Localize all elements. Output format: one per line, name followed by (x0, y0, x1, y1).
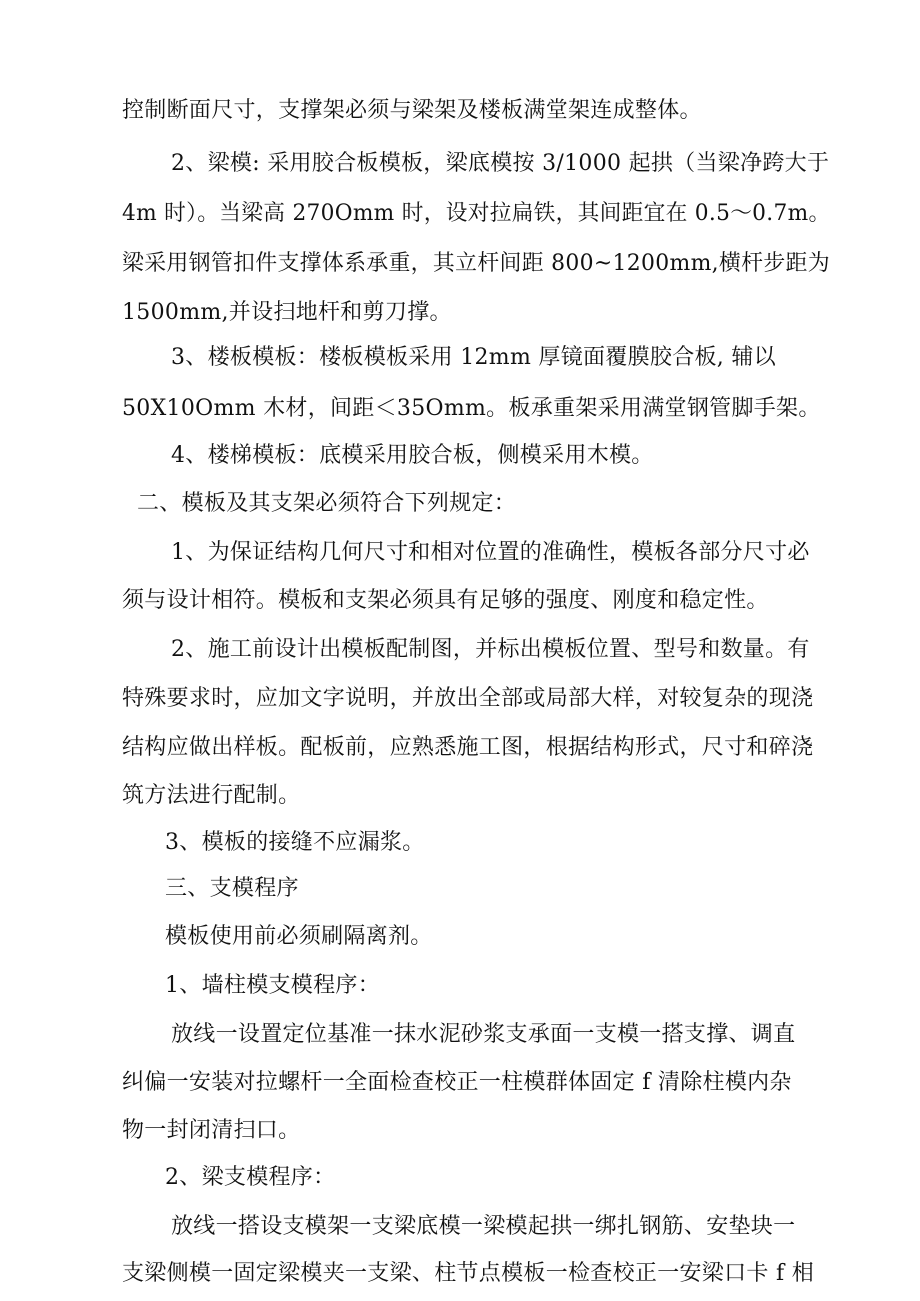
text-line: 50X10Omm 木材，间距＜35Omm。板承重架采用满堂钢管脚手架。 (122, 396, 821, 421)
section-heading: 三、支模程序 (165, 876, 299, 901)
text-line: 4m 时）。当梁高 270Omm 时，设对拉扁铁，其间距宜在 0.5～0.7m。 (122, 201, 831, 226)
text-line: 筑方法进行配制。 (122, 783, 301, 808)
text-line: 控制断面尺寸，支撑架必须与梁架及楼板满堂架连成整体。 (122, 98, 702, 123)
text-line: 梁采用钢管扣件支撑体系承重，其立杆间距 800~1200mm,横杆步距为 (122, 251, 830, 276)
text-line: 4、楼梯模板：底模采用胶合板，侧模采用木模。 (171, 443, 654, 468)
section-heading: 二、模板及其支架必须符合下列规定： (137, 491, 517, 516)
text-line: 3、模板的接缝不应漏浆。 (165, 830, 425, 855)
text-line: 支梁侧模一固定梁模夹一支梁、柱节点模板一检查校正一安梁口卡 f 相 (122, 1261, 815, 1286)
text-line: 3、楼板模板：楼板模板采用 12mm 厚镜面覆膜胶合板, 辅以 (171, 345, 776, 370)
text-line: 2、施工前设计出模板配制图，并标出模板位置、型号和数量。有 (171, 637, 810, 662)
text-line: 物一封闭清扫口。 (122, 1118, 301, 1143)
text-line: 1、墙柱模支模程序： (165, 973, 380, 998)
text-line: 结构应做出样板。配板前，应熟悉施工图，根据结构形式，尺寸和碎浇 (122, 735, 814, 760)
text-line: 须与设计相符。模板和支架必须具有足够的强度、刚度和稳定性。 (122, 588, 769, 613)
text-line: 模板使用前必须刷隔离剂。 (165, 924, 433, 949)
text-line: 2、梁支模程序： (165, 1165, 336, 1190)
text-line: 纠偏一安装对拉螺杆一全面检查校正一柱模群体固定 f 清除柱模内杂 (122, 1070, 792, 1095)
text-line: 放线一搭设支模架一支梁底模一梁模起拱一绑扎钢筋、安垫块一 (171, 1214, 796, 1239)
text-line: 放线一设置定位基准一抹水泥砂浆支承面一支模一搭支撑、调直 (171, 1022, 796, 1047)
text-line: 特殊要求时，应加文字说明，并放出全部或局部大样，对较复杂的现浇 (122, 686, 814, 711)
text-line: 1、为保证结构几何尺寸和相对位置的准确性，模板各部分尺寸必 (171, 540, 810, 565)
text-line: 2、梁模: 采用胶合板模板，梁底模按 3/1000 起拱（当梁净跨大于 (171, 151, 830, 176)
text-line: 1500mm,并设扫地杆和剪刀撑。 (122, 300, 452, 325)
